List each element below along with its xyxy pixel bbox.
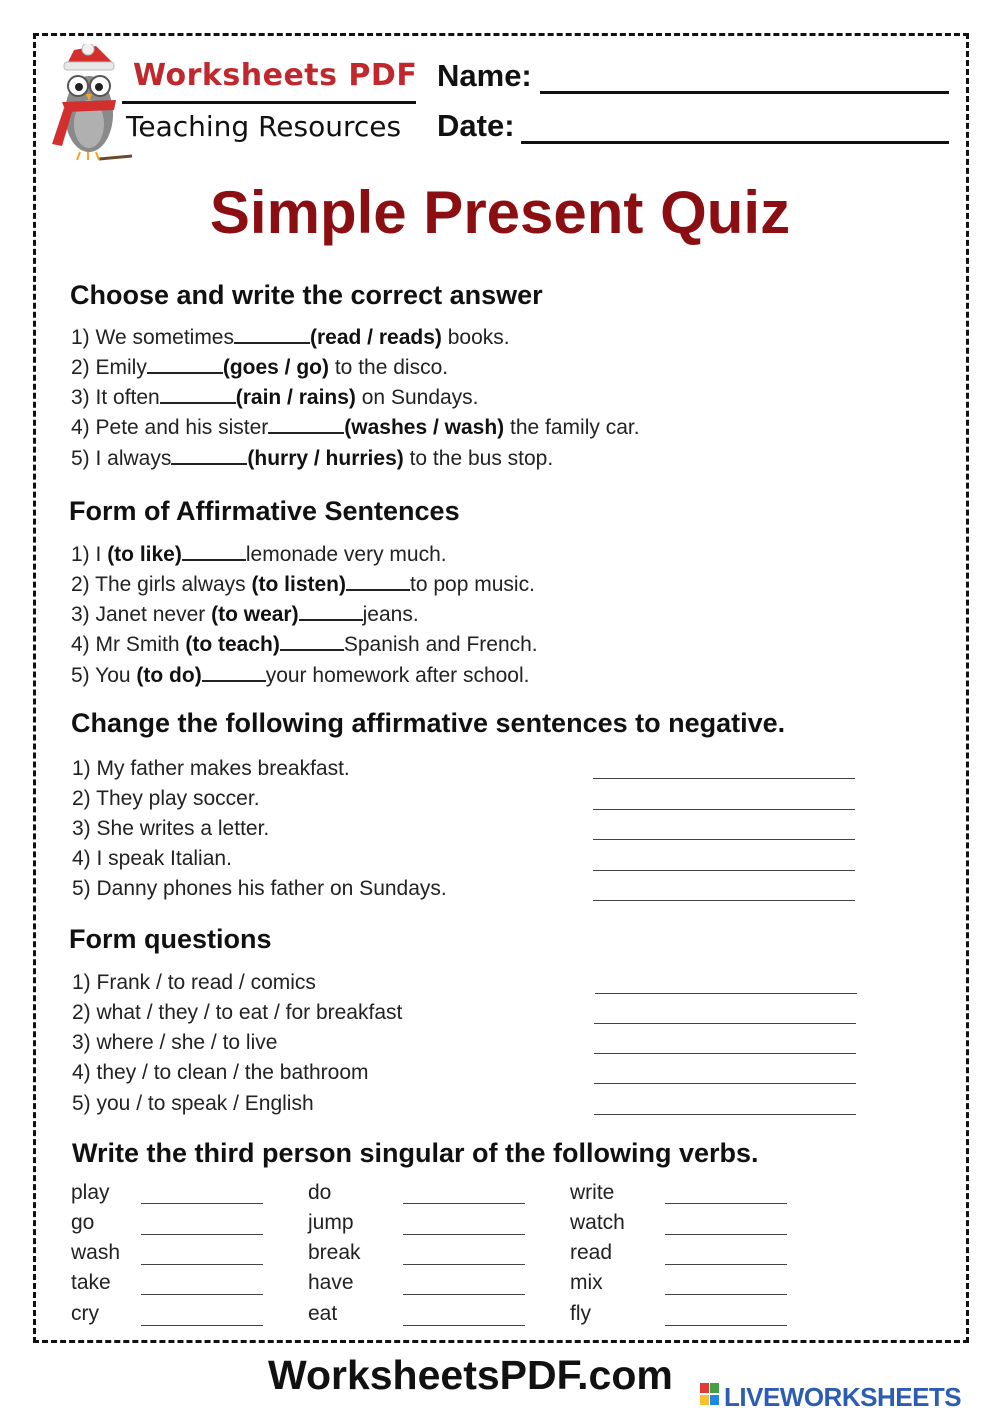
verb-answer-line[interactable]	[665, 1233, 787, 1235]
section2-item: 1) I (to like) lemonade very much.	[71, 543, 447, 566]
answer-line[interactable]	[593, 777, 855, 779]
verb-answer-line[interactable]	[403, 1263, 525, 1265]
verb-label: watch	[570, 1211, 625, 1234]
section1-item: 2) Emily (goes / go) to the disco.	[71, 356, 449, 379]
section4-heading: Form questions	[69, 924, 272, 954]
verb-label: read	[570, 1241, 613, 1264]
section1-heading: Choose and write the correct answer	[70, 280, 543, 310]
answer-blank[interactable]	[346, 588, 410, 591]
section3-item: 4) I speak Italian.	[72, 847, 232, 870]
answer-line[interactable]	[594, 1113, 856, 1115]
section1-item: 3) It often (rain / rains) on Sundays.	[71, 386, 479, 409]
section2-item: 5) You (to do) your homework after school.	[71, 664, 530, 687]
watermark-text[interactable]: LIVEWORKSHEETS	[724, 1382, 962, 1412]
brand-name: Worksheets PDF	[133, 58, 418, 93]
section1-item: 1) We sometimes (read / reads) books.	[71, 326, 510, 349]
verb-answer-line[interactable]	[141, 1263, 263, 1265]
verb-label: go	[71, 1211, 95, 1234]
answer-blank[interactable]	[147, 371, 223, 374]
verb-answer-line[interactable]	[141, 1202, 263, 1204]
answer-blank[interactable]	[202, 679, 266, 682]
verb-label: jump	[308, 1211, 354, 1234]
answer-line[interactable]	[593, 808, 855, 810]
verb-label: break	[308, 1241, 361, 1264]
answer-blank[interactable]	[280, 648, 344, 651]
verb-answer-line[interactable]	[665, 1263, 787, 1265]
section1-item: 4) Pete and his sister (washes / wash) the family car.	[71, 416, 640, 439]
date-field[interactable]	[521, 141, 949, 144]
verb-label: eat	[308, 1302, 338, 1325]
liveworksheets-logo-icon	[700, 1381, 720, 1407]
name-field[interactable]	[540, 91, 949, 94]
verb-label: wash	[71, 1241, 121, 1264]
answer-line[interactable]	[593, 838, 855, 840]
answer-line[interactable]	[593, 899, 855, 901]
verb-label: cry	[71, 1302, 99, 1325]
section3-item: 5) Danny phones his father on Sundays.	[72, 877, 447, 900]
section4-item: 1) Frank / to read / comics	[72, 971, 316, 994]
verb-answer-line[interactable]	[403, 1202, 525, 1204]
verb-answer-line[interactable]	[403, 1324, 525, 1326]
section2-item: 4) Mr Smith (to teach) Spanish and French.	[71, 633, 538, 656]
answer-blank[interactable]	[234, 341, 310, 344]
name-label: Name:	[437, 58, 532, 93]
verb-answer-line[interactable]	[665, 1324, 787, 1326]
section4-item: 5) you / to speak / English	[72, 1092, 314, 1115]
verb-answer-line[interactable]	[665, 1202, 787, 1204]
verb-label: have	[308, 1271, 354, 1294]
verb-answer-line[interactable]	[403, 1293, 525, 1295]
answer-line[interactable]	[594, 1052, 856, 1054]
answer-line[interactable]	[595, 992, 857, 994]
answer-line[interactable]	[593, 869, 855, 871]
section5-heading: Write the third person singular of the following verbs.	[72, 1138, 759, 1168]
section4-item: 2) what / they / to eat / for breakfast	[72, 1001, 403, 1024]
footer-site: WorksheetsPDF.com	[268, 1352, 673, 1398]
verb-label: fly	[570, 1302, 591, 1325]
verb-label: write	[570, 1181, 615, 1204]
answer-blank[interactable]	[160, 401, 236, 404]
section4-item: 4) they / to clean / the bathroom	[72, 1061, 369, 1084]
section2-item: 3) Janet never (to wear) jeans.	[71, 603, 419, 626]
brand-tagline: Teaching Resources	[126, 110, 402, 143]
answer-blank[interactable]	[268, 431, 344, 434]
answer-line[interactable]	[594, 1082, 856, 1084]
answer-blank[interactable]	[171, 462, 247, 465]
answer-blank[interactable]	[299, 618, 363, 621]
date-label: Date:	[437, 108, 515, 143]
section3-heading: Change the following affirmative sentences to negative.	[71, 708, 786, 738]
verb-answer-line[interactable]	[141, 1324, 263, 1326]
section3-item: 3) She writes a letter.	[72, 817, 270, 840]
page-title: Simple Present Quiz	[209, 179, 791, 246]
verb-label: mix	[570, 1271, 603, 1294]
section3-item: 2) They play soccer.	[72, 787, 260, 810]
verb-label: do	[308, 1181, 332, 1204]
section1-item: 5) I always (hurry / hurries) to the bus stop.	[71, 447, 554, 470]
section4-item: 3) where / she / to live	[72, 1031, 278, 1054]
verb-answer-line[interactable]	[141, 1293, 263, 1295]
verb-answer-line[interactable]	[665, 1293, 787, 1295]
answer-line[interactable]	[594, 1022, 856, 1024]
section3-item: 1) My father makes breakfast.	[72, 757, 350, 780]
section2-item: 2) The girls always (to listen) to pop music.	[71, 573, 535, 596]
section2-heading: Form of Affirmative Sentences	[69, 496, 460, 526]
brand-divider	[122, 101, 416, 104]
answer-blank[interactable]	[182, 558, 246, 561]
owl-logo-icon	[44, 44, 136, 169]
verb-answer-line[interactable]	[403, 1233, 525, 1235]
verb-label: take	[71, 1271, 111, 1294]
verb-answer-line[interactable]	[141, 1233, 263, 1235]
verb-label: play	[71, 1181, 110, 1204]
